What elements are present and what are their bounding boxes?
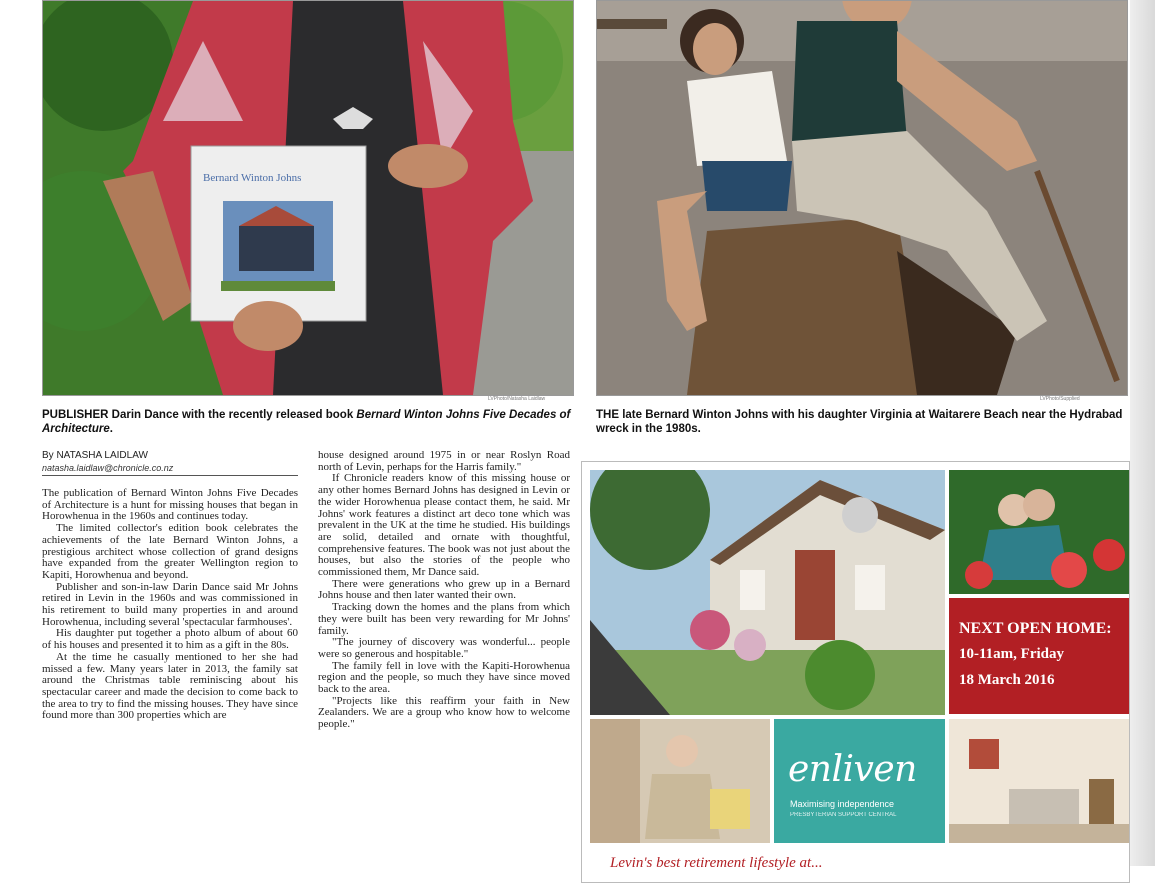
photo-publisher-with-book	[42, 0, 574, 396]
byline	[42, 450, 298, 474]
ad-footer-slogan: Levin's best retirement lifestyle at...	[610, 855, 823, 871]
page-edge-shadow	[1130, 0, 1155, 866]
article-column-1	[42, 488, 298, 722]
enliven-logo-panel	[774, 719, 945, 843]
photo-beach-father-daughter	[596, 0, 1128, 396]
photo1-caption-text: PUBLISHER Darin Dance with the recently released book	[42, 409, 357, 421]
photo1-caption-book-title: Bernard Winton Johns Five Decades of Architecture	[42, 409, 571, 435]
byline-divider	[42, 475, 298, 476]
article-paragraph: The family fell in love with the Kapiti-Horowhenua region and the people, so much they have since moved back to the area.	[318, 659, 570, 696]
open-home-heading: NEXT OPEN HOME:	[959, 620, 1112, 637]
beach-photo-illustration	[597, 1, 1127, 395]
article-column-2	[318, 450, 570, 731]
byline-author: By NATASHA LAIDLAW	[42, 450, 148, 461]
retirement-advertisement[interactable]	[581, 461, 1130, 883]
publisher-photo-illustration	[43, 1, 573, 395]
ad-photo-lounge	[949, 719, 1129, 843]
article-paragraph: At the time he casually mentioned to her she had missed a few. Many years later in 2013, the family sat around the Christmas table reminiscing about his spectacular career and made the decision to come back to the area to try to find the missing houses. They have since found more than 300 properties which are	[42, 650, 298, 722]
article-paragraph: "The journey of discovery was wonderful... people were so generous and hospitable."	[318, 636, 570, 660]
book-cover-title: Bernard Winton Johns	[203, 172, 302, 184]
byline-email[interactable]: natasha.laidlaw@chronicle.co.nz	[42, 463, 174, 473]
photo2-credit: LVPhoto/Supplied	[1040, 396, 1080, 402]
photo2-caption: THE late Bernard Winton Johns with his daughter Virginia at Waitarere Beach near the Hydrabad wreck in the 1980s.	[596, 409, 1123, 435]
article-paragraph: "Projects like this reaffirm your faith in New Zealanders. We are a group who know how to welcome people."	[318, 694, 570, 731]
article-paragraph: The publication of Bernard Winton Johns Five Decades of Architecture is a hunt for missing houses that began in Horowhenua in the 1960s and continues today.	[42, 487, 298, 523]
ad-photo-resident	[590, 719, 770, 843]
open-home-date: 18 March 2016	[959, 672, 1055, 688]
article-paragraph: If Chronicle readers know of this missing house or any other homes Bernard Johns has designed in Levin or the wider Horowhenua please contact them, he said. Mr Johns' work features a distinct art deco tone which was prevalent in the UK at the time he studied. His buildings are solid, detailed and ornate with thoughtful, comprehensive features. The book was not just about the houses, but also the stories of the people who commissioned them, Mr Dance said.	[318, 472, 570, 579]
photo1-credit: LVPhoto/Natasha Laidlaw	[488, 396, 546, 402]
ad-photo-couple	[949, 470, 1129, 594]
open-home-time: 10-11am, Friday	[959, 646, 1064, 662]
article-paragraph: There were generations who grew up in a Bernard Johns house and then later wanted their own.	[318, 577, 570, 602]
article-paragraph: The limited collector's edition book celebrates the achievements of the late Bernard Winton Johns, a prestigious architect whose collection of grand designs have expanded from the greater Wellington region to Kapiti, Horowhenua and beyond.	[42, 522, 298, 581]
photo1-caption-end: .	[109, 423, 113, 435]
article-paragraph: His daughter put together a photo album of about 60 of his houses and presented it to him as a gift in the 80s.	[42, 627, 298, 652]
ad-photo-villas	[590, 470, 945, 715]
enliven-tagline: Maximising independence	[790, 799, 895, 809]
enliven-sub: PRESBYTERIAN SUPPORT CENTRAL	[790, 812, 897, 818]
enliven-logo: enliven	[788, 749, 917, 790]
article-paragraph: Publisher and son-in-law Darin Dance said Mr Johns retired in Levin in the 1960s and was commissioned in his retirement to build many properties in and around Horowhenua, including several 'spectacular farmhouses'.	[42, 580, 298, 628]
article-paragraph: Tracking down the homes and the plans from which they were built has been very rewarding for Mr Johns' family.	[318, 601, 570, 637]
photo1-caption	[42, 408, 572, 436]
article-paragraph: house designed around 1975 in or near Roslyn Road north of Levin, perhaps for the Harris family."	[318, 449, 570, 473]
open-home-banner	[949, 598, 1129, 714]
